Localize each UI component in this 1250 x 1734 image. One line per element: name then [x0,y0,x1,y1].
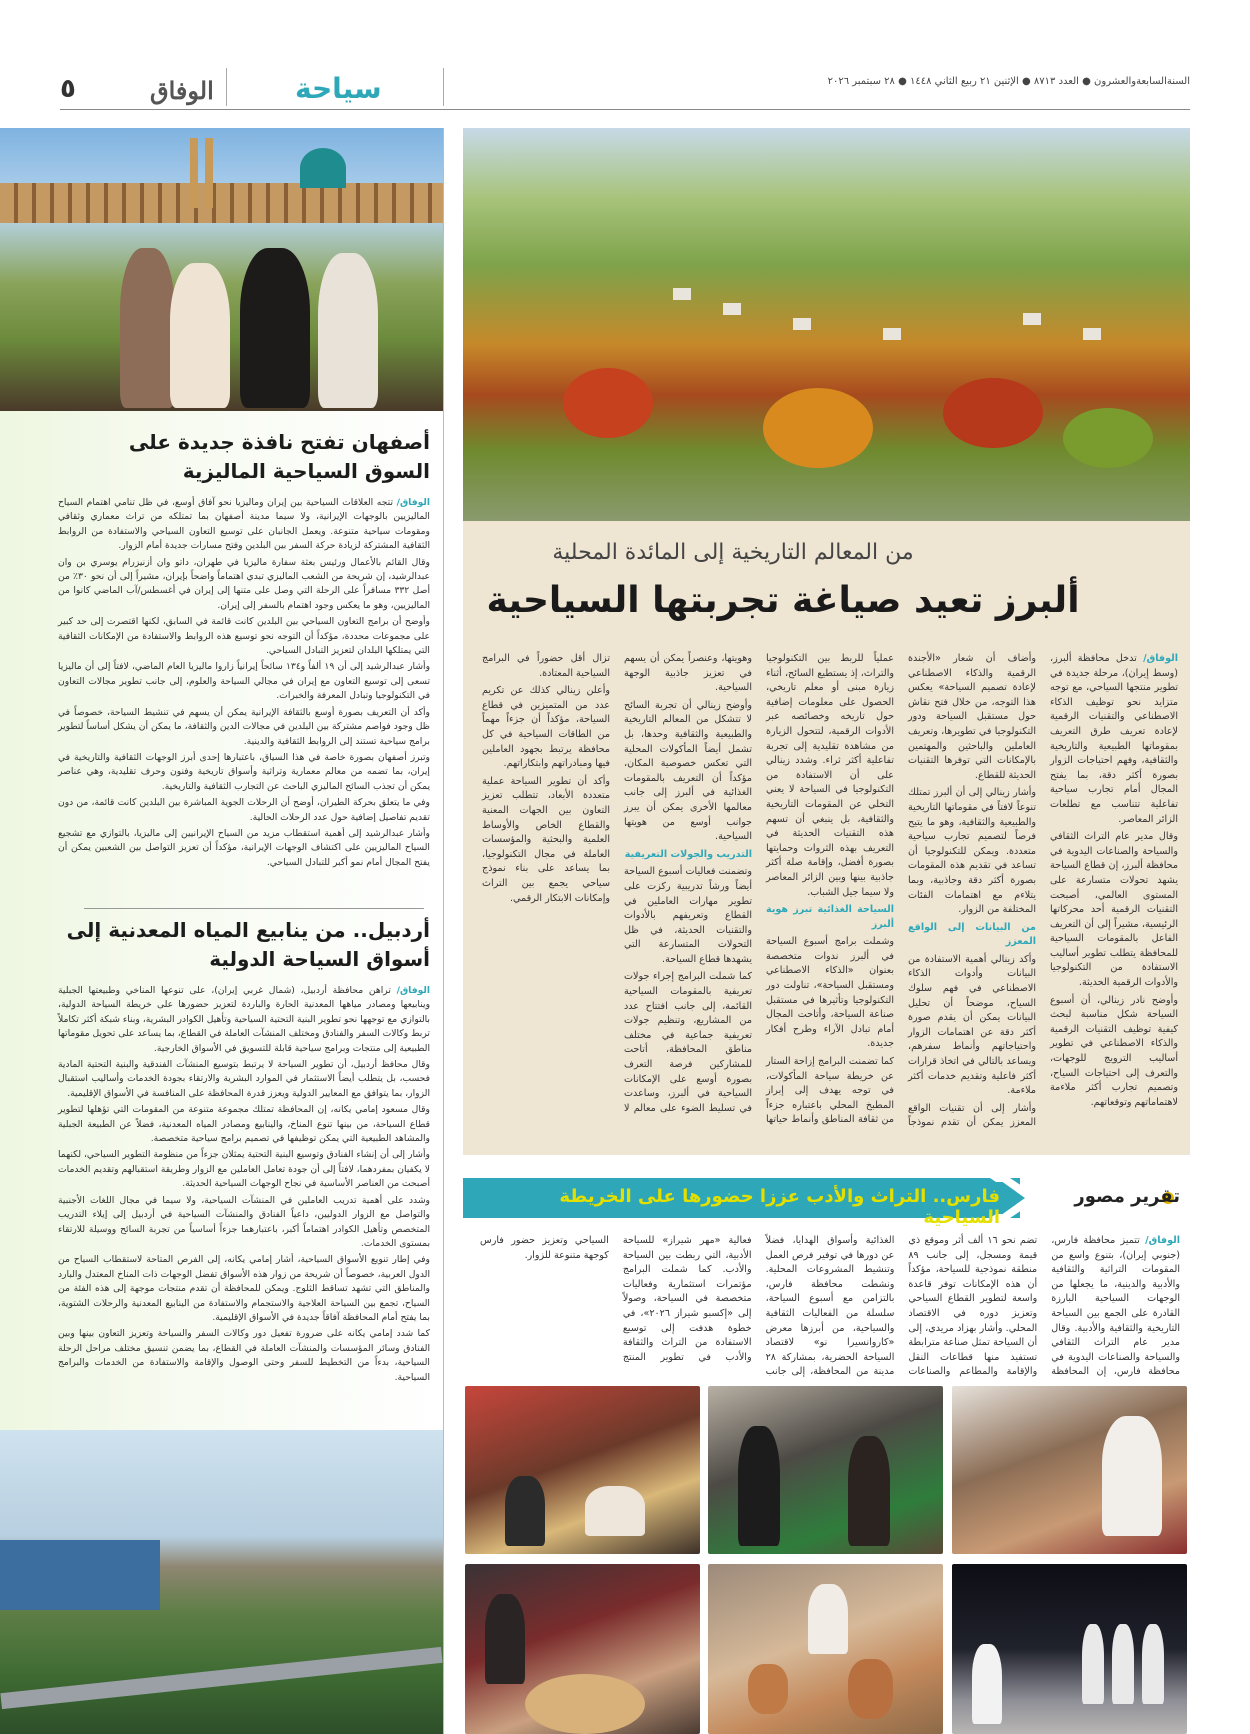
subheading: التدريب والجولات التعريفية [624,848,752,860]
dancer-figure [1112,1624,1134,1704]
issue-line: السنةالسابعةوالعشرون ● العدد ٨٧١٣ ● الإثنين ٢١ ربيع الثاني ١٤٤٨ ● ٢٨ سبتمبر ٢٠٢٦ [827,76,1190,87]
alborz-headline: ألبرز تعيد صياغة تجربتها السياحية [486,580,1080,621]
gallery-photo [465,1386,700,1554]
alborz-kicker: من المعالم التاريخية إلى المائدة المحلية [552,540,914,565]
article-lead: الوفاق/ [396,497,430,508]
photo-report-label: تقرير مصور [1074,1186,1180,1207]
isfahan-body [58,496,430,870]
paragraph: وقال مدير عام التراث الثقافي والسياحة والصناعات اليدوية في محافظة ألبرز، إن قطاع السياحة يشهد تحولات متسارعة على المستوى العالمي، أصبحت التقنيات الرقمية أحد محركاتها الرئيسية، مشيراً إلى أن التعريف الفاعل بالمقومات السياحية للمحافظة يتطلب تطوير أساليب الاستفادة من التكنولوجيا والأدوات الرقمية الحديثة. [1050,831,1178,989]
autumn-tree [563,368,653,438]
ardabil-article [58,916,430,1387]
village-house [1023,313,1041,325]
paragraph: وأكد زينالي أهمية الاستفادة من البيانات وأدوات الذكاء الاصطناعي في فهم سلوك السياح، موضحاً أن تحليل البيانات يمكن أن يقدم صورة أكثر دقة عن اهتمامات الزوار واحتياجاتهم وأنماط سفرهم، ويساعد بالتالي في اتخاذ قرارات أكثر فاعلية وتقديم خدمات أكثر ملاءمة. [908,953,1036,1097]
paragraph: وأكد أن تطوير السياحة عملية متعددة الأبعاد، تتطلب تعزيز التعاون بين الجهات المعنية والقطاع الخاص والأوساط العلمية والبحثية والمؤسسات العاملة في مجال التكنولوجيا، بما يساعد على بناء نموذج سياحي يجمع بين التراث وإمكانات الابتكار الرقمي. [482,775,610,904]
dancer-figure [1082,1624,1104,1704]
paragraph: وفي ما يتعلق بحركة الطيران، أوضح أن الرحلات الجوية المباشرة بين البلدين كانت قائمة، من دون تقديم تفاصيل إضافية حول عدد الرحلات الحالية. [58,797,430,823]
paragraph: وأوضح زينالي أن تجربة السائح لا تتشكل من المعالم التاريخية والطبيعية والثقافية وحدها، بل تشمل أيضاً المأكولات المحلية التي تعكس خصوصية المكان، مؤكداً أن التعريف بالمقومات الغذائية في ألبرز إلى جانب معالمها الأخرى يمكن أن يبرز جوانب أوسع من هويتها السياحية. [624,699,752,843]
article-lead: الوفاق/ [396,985,430,996]
isfahan-headline: أصفهان تفتح نافذة جديدة على السوق السياحية الماليزية [128,430,430,483]
paragraph: كما شملت البرامج إجراء جولات تعريفية بالمقومات السياحية القائمة، إلى جانب افتتاح عدد من المشاريع، وتنظيم جولات تعريفية جماعية في مختلف مناطق المحافظة، أتاحت للمشاركين فرصة التعرف بصورة أوسع على الإمكانات السياحية في ألبرز، وساعدت في تسليط الضوء على معالم لا تزال أقل حضوراً في البرامج السياحية المعتادة. [482,653,752,1114]
article-divider [84,908,424,909]
paragraph: وتضمنت فعاليات أسبوع السياحة أيضاً ورشاً تدريبية ركزت على تطوير مهارات العاملين في القطاع وتعريفهم بالأدوات والتقنيات الحديثة، في ظل التحولات المتسارعة التي يشهدها قطاع السياحة. [624,866,752,965]
person-figure [738,1426,780,1546]
page-header [60,66,1190,110]
gallery-photo [708,1564,943,1734]
autumn-tree [763,388,873,468]
cooking-pot [525,1674,645,1734]
sea-area [0,1540,160,1610]
paragraph: تتجه العلاقات السياحية بين إيران وماليزيا نحو آفاق أوسع، في ظل تنامي اهتمام السياح الماليزيين بالوجهات الإيرانية، ولا سيما مدينة أصفهان بما تمتلكه من تراث معماري وثقافي ومقومات سياحية متنوعة. ويعمل الجانبان على توسيع التعاون السياحي والاستفادة من الروابط الثقافية المشتركة لزيادة حركة السفر بين البلدين وفتح مسارات جديدة أمام الزوار. [58,497,430,552]
paragraph: وأضاف أن شعار «الأجندة الرقمية والذكاء الاصطناعي لإعادة تصميم السياحة» يعكس هذا التوجه، من خلال فتح نقاش حول مستقبل السياحة ودور التكنولوجيا في تطويرها، وتعريف العاملين والباحثين والمهتمين بالإمكانات التي توفرها التقنيات الحديثة للقطاع. [908,653,1036,781]
paragraph: وأوضح نادر زينالي، أن أسبوع السياحة شكل مناسبة لبحث كيفية توظيف التقنيات الرقمية والذكاء الاصطناعي في تطوير أساليب الترويج للوجهات، والتعرف إلى احتياجات السياح، وتصميم تجارب أكثر ملاءمة لاهتماماتهم وتوقعاتهم. [1050,994,1178,1108]
tourist-figure [170,263,230,408]
paragraph: وأعلن زينالي كذلك عن تكريم عدد من المتميزين في قطاع السياحة، مؤكداً أن جزءاً مهماً من الطاقات السياحية في كل محافظة يرتبط بجهود العاملين فيها ومبادراتهم وابتكاراتهم. [482,685,610,770]
header-divider [226,68,227,106]
paragraph: وتبرز أصفهان بصورة خاصة في هذا السياق، باعتبارها إحدى أبرز الوجهات الثقافية والتاريخية في إيران، بما تضمه من معالم معمارية وتراثية وأسواق تاريخية وفنون وحرف تقليدية، وهي عناصر يمكن أن تجذب السائح الماليزي الباحث عن التجارب الثقافية والتاريخية. [58,751,430,792]
tourist-figure [240,248,310,408]
ardabil-body [58,984,430,1385]
fars-headline: فارس.. التراث والأدب عززا حضورها على الخريطة السياحية [559,1186,1000,1228]
tourist-figure [318,253,378,408]
gallery-photo [952,1386,1187,1554]
village-house [793,318,811,330]
article-lead: الوفاق/ [1145,1235,1180,1246]
subheading: من البيانات إلى الواقع المعزز [908,921,1036,948]
dancer-figure [1142,1624,1164,1704]
ardabil-headline: أردبيل.. من ينابيع المياه المعدنية إلى أسواق السياحة الدولية [66,918,430,971]
fars-body [480,1234,1180,1384]
isfahan-photo [0,128,443,411]
ardabil-photo [0,1430,443,1734]
paragraph: وأشار عبدالرشيد إلى أن ١٩ ألفاً و١٣٤ سائحاً إيرانياً زاروا ماليزيا العام الماضي، لافتاً إلى أن ماليزيا تسعى إلى توسيع التعاون مع إيران في مجالي السياحة والعلوم، إلى جانب تطوير مجالات التعاون في التكنولوجيا وتبادل المعرفة والخبرات. [58,661,431,702]
autumn-tree [943,378,1043,448]
village-house [723,303,741,315]
village-house [883,328,901,340]
mosque-arcade [0,183,443,223]
village-house [1083,328,1101,340]
minaret [205,138,213,208]
page-number: ٥ [60,74,76,104]
article-lead: الوفاق/ [1143,653,1178,664]
paragraph: وأشار زينالي إلى أن ألبرز تمتلك تنوعاً لافتاً في مقوماتها التاريخية والطبيعية والثقافية، وهو ما يتيح فرصاً لتصميم تجارب سياحية متعددة. ويمكن للتكنولوجيا أن تساعد في تقديم هذه المقومات بصورة أكثر دقة وجاذبية، وبما يتلاءم مع اهتمامات الفئات المختلفة من الزوار. [908,787,1036,916]
person-figure [505,1476,545,1546]
pottery-jar [848,1659,893,1719]
paragraph: كما شدد إمامي يكانه على ضرورة تفعيل دور وكالات السفر والسياحة وتعزيز التعاون بينها وبين الفنادق وسائر المؤسسات والمنشآت العاملة في القطاع، بما يضمن تنسيق مختلف مراحل الرحلة السياحية، بدءاً من التخطيط للسفر وحتى الوصول والإقامة والاستفادة من الخدمات والبرامج السياحية. [58,1328,430,1383]
isfahan-article [58,428,430,872]
paragraph: وأوضح أن برامج التعاون السياحي بين البلدين كانت قائمة في السابق، لكنها اقتصرت إلى حد كبير على مجموعات محددة، مؤكداً أن التوجه نحو توسيع هذه الروابط والاستفادة من الإمكانات الثقافية التي يمتلكها البلدان لتعزيز التبادل السياحي. [58,616,430,657]
highway [0,1647,442,1709]
person-figure [808,1584,848,1654]
paragraph: وفي إطار تنويع الأسواق السياحية، أشار إمامي يكانه، إلى الفرص المتاحة لاستقطاب السياح من الدول العربية، خصوصاً أن شريحة من زوار هذه الأسواق تفضل الوجهات ذات المناخ المعتدل والبارد والمناطق التي تشهد تساقط الثلوج. ويمكن للمحافظة أن تقدم منتجات موجهة إلى هذه الفئة من السياح، تجمع بين السياحة العلاجية والاستجمام والاستفادة من الينابيع المعدنية والرحلات الشتوية، بما يفتح أمام المحافظة آفاقاً جديدة في الأسواق الإقليمية. [58,1254,430,1323]
subheading: السياحة الغذائية تبرز هوية ألبرز [766,904,894,930]
gallery-photo [465,1564,700,1734]
dancer-figure [972,1644,1002,1724]
masthead-logo: الوفاق [150,76,214,105]
gallery-photo [952,1564,1187,1734]
mosque-dome [300,148,346,188]
carpet-display [585,1486,645,1536]
alborz-photo [463,128,1190,521]
paragraph: وأشار إلى أن إنشاء الفنادق وتوسيع البنية التحتية يمثلان جزءاً من منظومة التطوير السياحي، لكنهما لا يكفيان بمفردهما، لافتاً إلى أن جودة تعامل العاملين مع الزوار وطريقة استقبالهم وتقديم الخدمات أصبحت من العناصر الأساسية في نجاح الوجهات السياحية الحديثة. [58,1149,430,1190]
paragraph: وأشار إلى أن تقنيات الواقع المعزز يمكن أن تقدم نموذجاً عملياً للربط بين التكنولوجيا والتراث، إذ يستطيع السائح، أثناء زيارة مبنى أو معلم تاريخي، الحصول على معلومات إضافية حول تاريخه وخصائصه عبر الأدوات الرقمية، لتتحول الزيارة من مشاهدة تقليدية إلى تجربة تفاعلية أكثر ثراء. وشدد زينالي على أن الاستفادة من التكنولوجيا في السياحة لا يعني التخلي عن المقومات التاريخية والثقافية، بل ينبغي أن تسهم هذه التقنيات الحديثة في التعريف بهذه الثروات وحمايتها بصورة أفضل، وإقامة صلة أكثر جاذبية بينها وبين الزائر المعاصر ولا سيما جيل الشباب. [766,653,1036,1129]
paragraph: وأكد أن التعريف بصورة أوسع بالثقافة الإيرانية يمكن أن يسهم في تنشيط السياحة، خصوصاً في ظل وجود فواصم مشتركة بين البلدين في مجالات الدين والثقافة، ما يمكن أن يشكل أساساً لتطوير برامج سياحية تستند إلى الروابط الثقافية والدينية. [58,706,430,747]
paragraph: كما تضمنت البرامج إزاحة الستار عن خريطة سياحة المأكولات، في توجه يهدف إلى إبراز المطبخ المحلي باعتباره جزءاً من ثقافة المناطق وأنماط حياتها وهويتها، وعنصراً يمكن أن يسهم في تعزيز جاذبية الوجهة السياحية. [624,653,894,1126]
paragraph: تتميز محافظة فارس، (جنوبي إيران)، بتنوع واسع من المقومات التراثية والثقافية والأدبية والدينية، ما يجعلها من الوجهات السياحية البارزة القادرة على الجمع بين السياحة التاريخية والثقافية والأدبية. وقال مدير عام التراث الثقافي والسياحة والصناعات اليدوية في محافظة فارس، إن المحافظة تضم نحو ١٦ ألف أثر وموقع ذي قيمة ومسجل، إلى جانب ٨٩ منطقة نموذجية للسياحة، مؤكداً أن هذه الإمكانات توفر قاعدة واسعة لتطوير القطاع السياحي وتعزيز دوره في الاقتصاد المحلي. وأشار بهزاد مريدي، إلى أن السياحة تمثل صناعة مترابطة تستفيد منها قطاعات النقل والإقامة والمطاعم والصناعات الغذائية وأسواق الهدايا، فضلاً عن دورها في توفير فرص العمل وتنشيط المشروعات المحلية. ونشطت محافظة فارس، بالتزامن مع أسبوع السياحة، سلسلة من الفعاليات الثقافية والسياحية، من أبرزها معرض «كاروانسيرا نو» لاقتصاد السياحة الحضرية، بمشاركة ٢٨ مدينة من المحافظة، إلى جانب فعالية «مهر شيراز» للسياحة الأدبية، التي ربطت بين السياحة والأدب. كما شملت البرامج مؤتمرات استثمارية وفعاليات متخصصة في السياحة، وصولاً إلى «إكسبو شيراز ٢٠٢٦»، في خطوة هدفت إلى توسيع الاستفادة من التراث والثقافة والأدب في تطوير المنتج السياحي وتعزيز حضور فارس كوجهة متنوعة للزوار. [480,1235,1180,1378]
gallery-photo [708,1386,943,1554]
person-figure [1102,1416,1162,1536]
paragraph: وشملت برامج أسبوع السياحة في ألبرز ندوات متخصصة بعنوان «الذكاء الاصطناعي ومستقبل السياحة»، تناولت دور التكنولوجيا وتأثيرها في مستقبل صناعة السياحة، وأتاحت المجال أمام تبادل الآراء وطرح أفكار جديدة. [766,936,894,1050]
paragraph: تراهن محافظة أردبيل، (شمال غربي إيران)، على تنوعها المناخي وطبيعتها الجبلية وينابيعها ومصادر مياهها المعدنية الحارة والباردة لتعزيز حضورها على خريطة السياحة الدولية، بالتوازي مع توجهها نحو تطوير البنية التحتية السياحية وتأهيل الكوادر البشرية، وبناء شبكة أكثر تكاملاً تربط وكالات السفر والفنادق ومختلف المنشآت العاملة في القطاع، بما يساعد على تحويل مقوماتها الطبيعية إلى منتجات وبرامج سياحية قابلة للتسويق في الأسواق الخارجية. [58,985,430,1054]
autumn-tree [1063,408,1153,468]
tourist-figure [120,248,175,408]
column-divider [443,128,444,1734]
person-figure [485,1594,525,1684]
pottery-jar [748,1664,788,1714]
paragraph: وقال القائم بالأعمال ورئيس بعثة سفارة ماليزيا في طهران، داتو وان أزنيزرام يوسري بن وان عبدالرشيد، إن شريحة من الشعب الماليزي تبدي اهتماماً واضحاً بإيران، مشيراً إلى أن نحو ٣٠٪ من أصل ٣٣٢ مسافراً على الرحلة التي وصل على متنها إلى إيران في أغسطس/آب الماضي كانوا من الماليزيين، وهو ما يعكس وجود اهتمام بالسفر إلى إيران. [58,556,430,611]
section-title: سياحة [295,72,382,105]
person-figure [848,1436,890,1546]
header-divider [443,68,444,106]
paragraph: تدخل محافظة ألبرز، (وسط إيران)، مرحلة جديدة في تطوير منتجها السياحي، مع توجه متزايد نحو توظيف الذكاء الاصطناعي والتقنيات الرقمية لإعادة تعريف طرق التعريف بمقوماتها الطبيعية والتاريخية والثقافية، وفهم احتياجات الزوار بصورة أكثر دقة، بما يفتح المجال أمام تجارب سياحية تفاعلية تتناسب مع تطلعات الزائر المعاصر. [1050,653,1178,825]
paragraph: وقال محافظ أردبيل، أن تطوير السياحة لا يرتبط بتوسيع المنشآت الفندقية والبنية التحتية المادية فحسب، بل يتطلب أيضاً الاستثمار في الموارد البشرية والارتقاء بجودة الخدمات وأساليب استقبال الزوار، بما يتوافق مع المعايير الدولية ويعزز قدرة المحافظة على المنافسة في الأسواق الإقليمية. [58,1059,430,1099]
village-house [673,288,691,300]
paragraph: وأشار عبدالرشيد إلى أهمية استقطاب مزيد من السياح الإيرانيين إلى ماليزيا، بالتوازي مع تشجيع السياح الماليزيين على اكتشاف الوجهات الإيرانية، مؤكداً أن تعزيز التواصل بين الشعبين يمكن أن يفتح المجال أمام نمو أكبر للتبادل السياحي. [58,827,430,868]
alborz-body [482,652,1178,1142]
paragraph: وقال مسعود إمامي يكانه، إن المحافظة تمتلك مجموعة متنوعة من المقومات التي تؤهلها لتطوير قطاع السياحة، من بينها تنوع المناخ، والينابيع ومصادر المياه المعدنية، فضلاً عن الطبيعة الجبلية والمشاهد الطبيعية التي يمكن توظيفها في تصميم برامج سياحية متخصصة. [58,1104,430,1145]
paragraph: وشدد على أهمية تدريب العاملين في المنشآت السياحية، ولا سيما في مجال اللغات الأجنبية والتواصل مع الزوار الدوليين، داعياً الفنادق والمنشآت السياحية في أردبيل إلى إيلاء التدريب المتخصص وتأهيل الكوادر اهتماماً أكبر، باعتبارهما جزءاً أساسياً من تجربة السائح ووسيلة للارتقاء بمستوى الخدمات. [58,1194,430,1249]
minaret [190,138,198,208]
